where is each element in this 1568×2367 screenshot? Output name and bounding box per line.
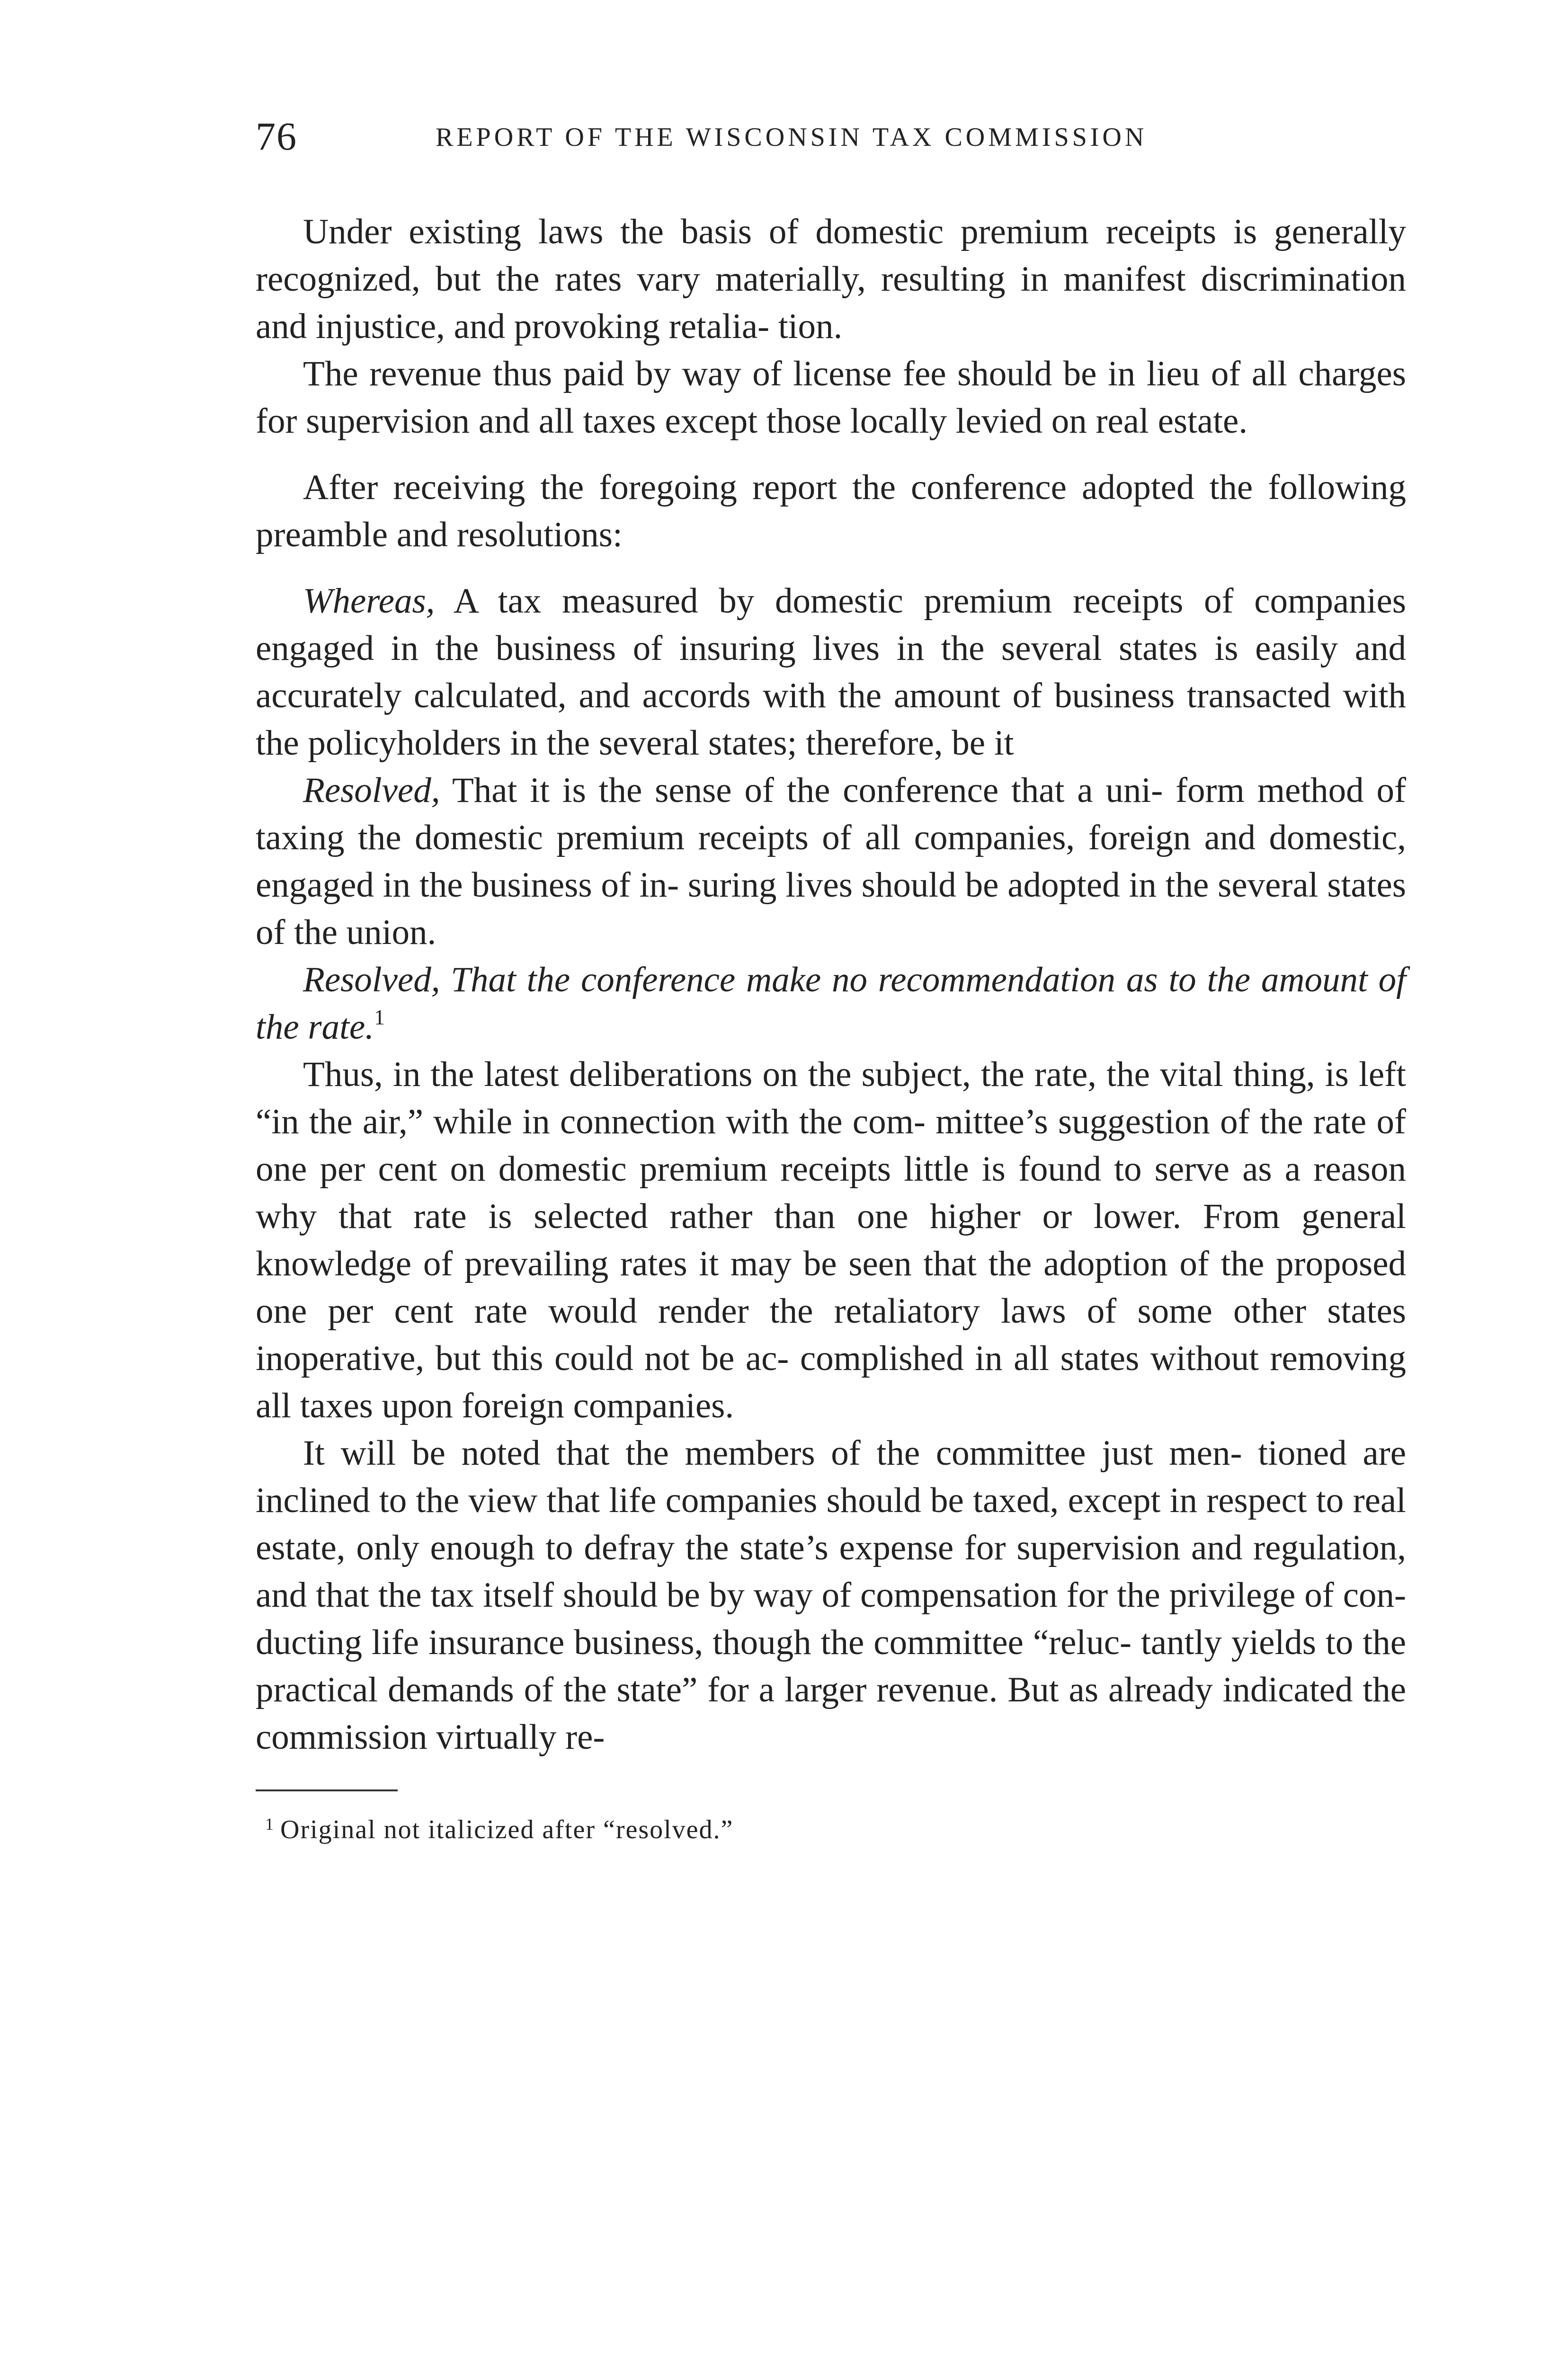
resolved-text: That it is the sense of the conference that a uni- form method of taxing the domestic premium receipts of all companies, foreign and domestic, engaged in the business of in- suring lives should be adopted in the several states of the union. xyxy=(256,771,1406,952)
paragraph-1: Under existing laws the basis of domestic premium receipts is generally recognized, but the rates vary materially, resulting in manifest discrimination and injustice, and provoking retalia- tion. xyxy=(256,212,1406,346)
paragraph-8: It will be noted that the members of the committee just men- tioned are inclined to the view that life companies should be taxed, except in respect to real estate, only enough to defray the state’s expense for supervision and regulation, and that the tax itself should be by way of compensation for the privilege of con- ducting life insurance business, though the committee “reluc- tantly yields to the practical demands of the state” for a larger revenue. But as already indicated the commission virtually re- xyxy=(256,1433,1406,1757)
resolved-lead: Resolved, xyxy=(303,771,440,810)
paragraph-7: Thus, in the latest deliberations on the subject, the rate, the vital thing, is left “in the air,” while in connection with the com- mittee’s suggestion of the rate of one per cent on domestic premium receipts little is found to serve as a reason why that rate is selected rather than one higher or lower. From general knowledge of prevailing rates it may be seen that the adoption of the proposed one per cent rate would render the retaliatory laws of some other states inoperative, but this could not be ac- complished in all states without removing all taxes upon foreign companies. xyxy=(256,1055,1406,1425)
footnote xyxy=(256,1813,1406,1850)
resolved-2-text: Resolved, That the conference make no recommendation as to the amount of the rate. xyxy=(256,960,1406,1047)
page-number: 76 xyxy=(256,115,297,159)
whereas-text: A tax measured by domestic premium receipts of companies engaged in the business of insuring lives in the several states is easily and accurately calculated, and accords with the amount of business transacted with the policyholders in the several states; therefore, be it xyxy=(256,581,1406,763)
paragraph-resolved-1 xyxy=(256,767,1406,956)
footnote-text: Original not italicized after “resolved.” xyxy=(280,1815,734,1844)
running-head xyxy=(256,114,1406,166)
whereas-lead: Whereas, xyxy=(303,581,435,621)
footnote-reference: 1 xyxy=(374,1005,385,1029)
footnote-marker: 1 xyxy=(265,1815,275,1833)
paragraph-3: After receiving the foregoing report the conference adopted the following preamble and resolutions: xyxy=(256,468,1406,554)
running-title: REPORT OF THE WISCONSIN TAX COMMISSION xyxy=(436,123,1148,152)
paragraph-2: The revenue thus paid by way of license fee should be in lieu of all charges for supervision and all taxes except those locally levied on real estate. xyxy=(256,354,1406,441)
body-text xyxy=(256,208,1406,1761)
paragraph-resolved-2 xyxy=(256,956,1406,1051)
paragraph-whereas xyxy=(256,578,1406,767)
document-page xyxy=(256,114,1406,1850)
footnote-divider xyxy=(256,1789,398,1791)
